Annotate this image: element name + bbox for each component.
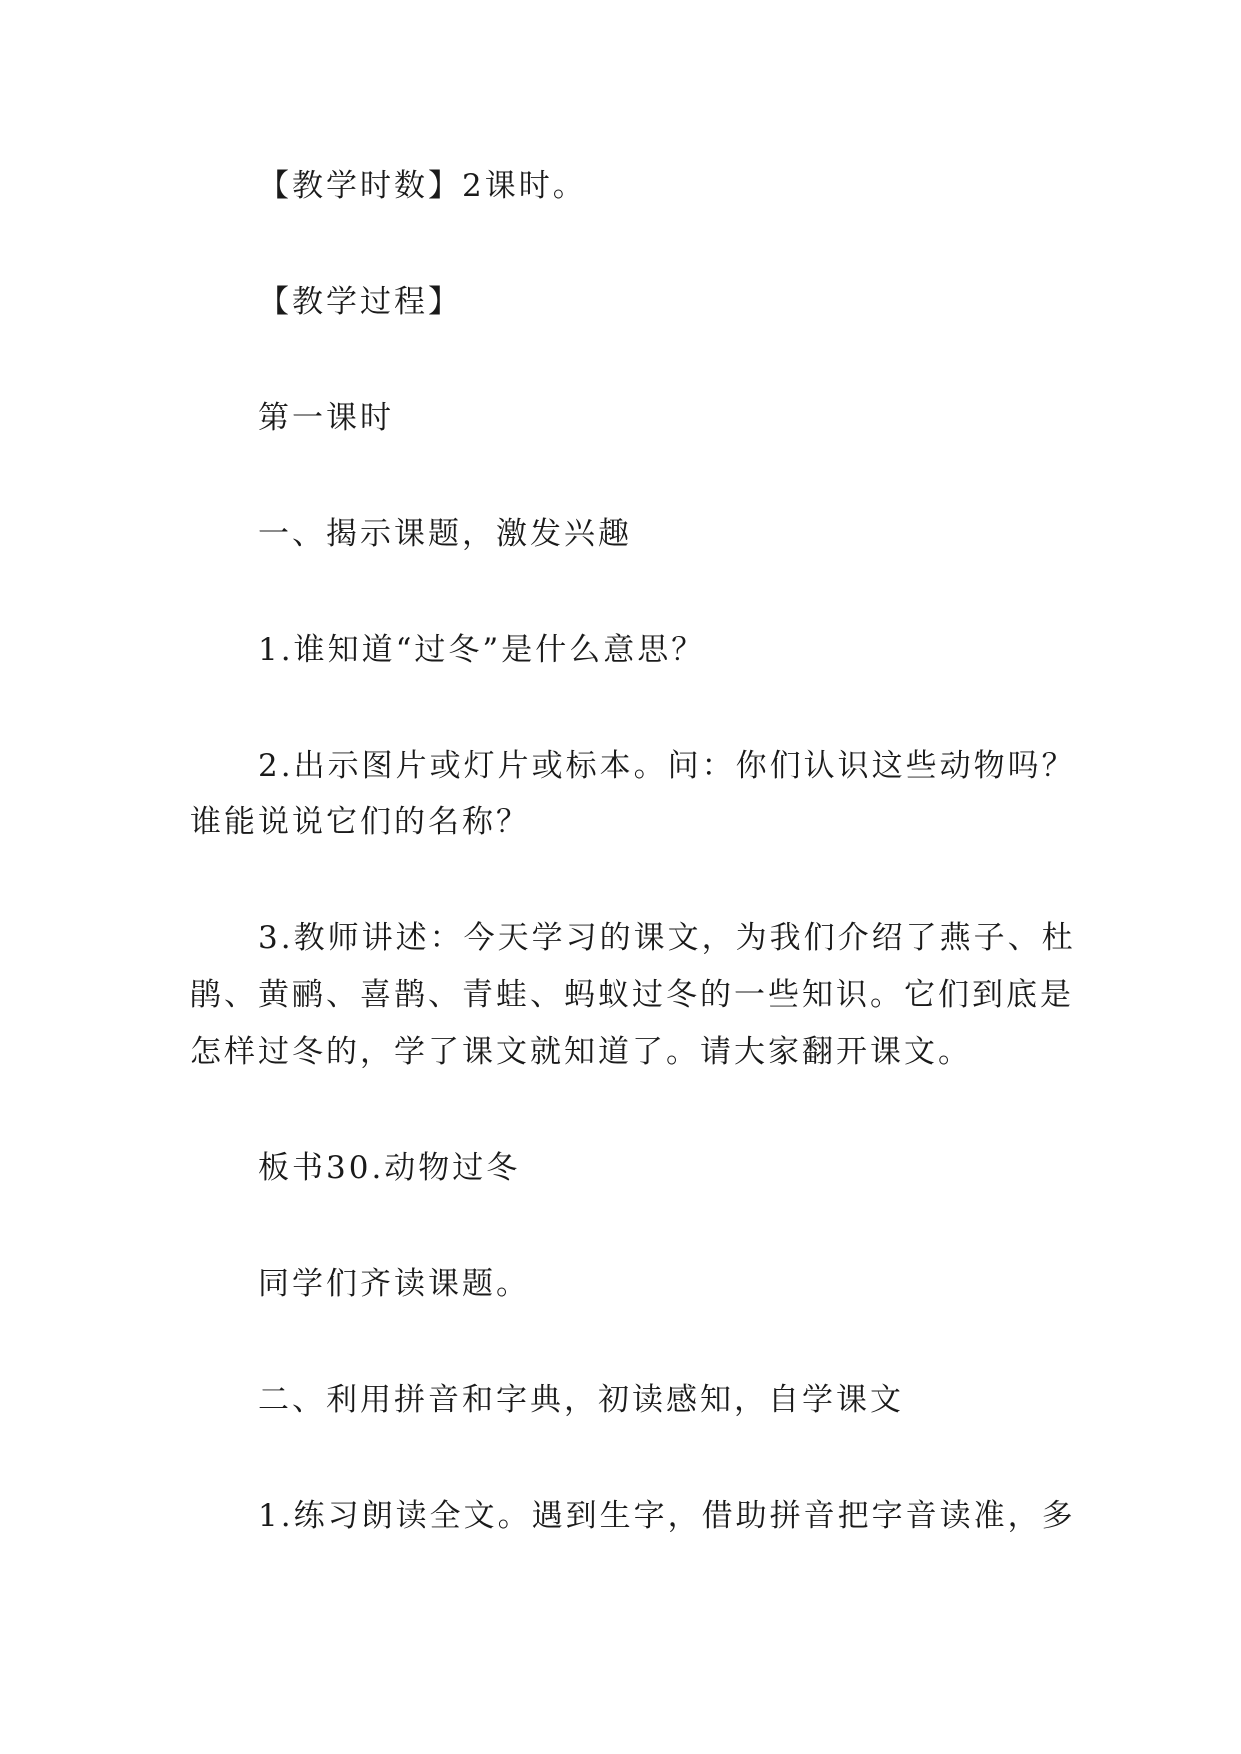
- paragraph-item-3-line-1: 3.教师讲述：今天学习的课文，为我们介绍了燕子、杜: [258, 920, 1076, 956]
- paragraph-item-3-line-2: 鹃、黄鹂、喜鹊、青蛙、蚂蚁过冬的一些知识。它们到底是: [190, 977, 1074, 1013]
- board-writing-line: 板书30.动物过冬: [258, 1150, 521, 1186]
- teaching-process-heading: 【教学过程】: [258, 284, 462, 320]
- read-title-line: 同学们齐读课题。: [258, 1266, 530, 1302]
- teaching-hours-line: 【教学时数】2课时。: [258, 168, 587, 204]
- paragraph-item-3-line-3: 怎样过冬的，学了课文就知道了。请大家翻开课文。: [190, 1034, 972, 1070]
- paragraph-item-2-line-1: 2.出示图片或灯片或标本。问：你们认识这些动物吗？: [258, 748, 1076, 784]
- first-lesson-heading: 第一课时: [258, 400, 394, 436]
- paragraph-item-2-line-2: 谁能说说它们的名称？: [190, 804, 530, 840]
- section-one-heading: 一、揭示课题，激发兴趣: [258, 516, 632, 552]
- paragraph-item-4-line-1: 1.练习朗读全文。遇到生字，借助拼音把字音读准，多: [258, 1498, 1076, 1534]
- paragraph-item-1: 1.谁知道“过冬”是什么意思？: [258, 632, 706, 668]
- section-two-heading: 二、利用拼音和字典，初读感知，自学课文: [258, 1382, 904, 1418]
